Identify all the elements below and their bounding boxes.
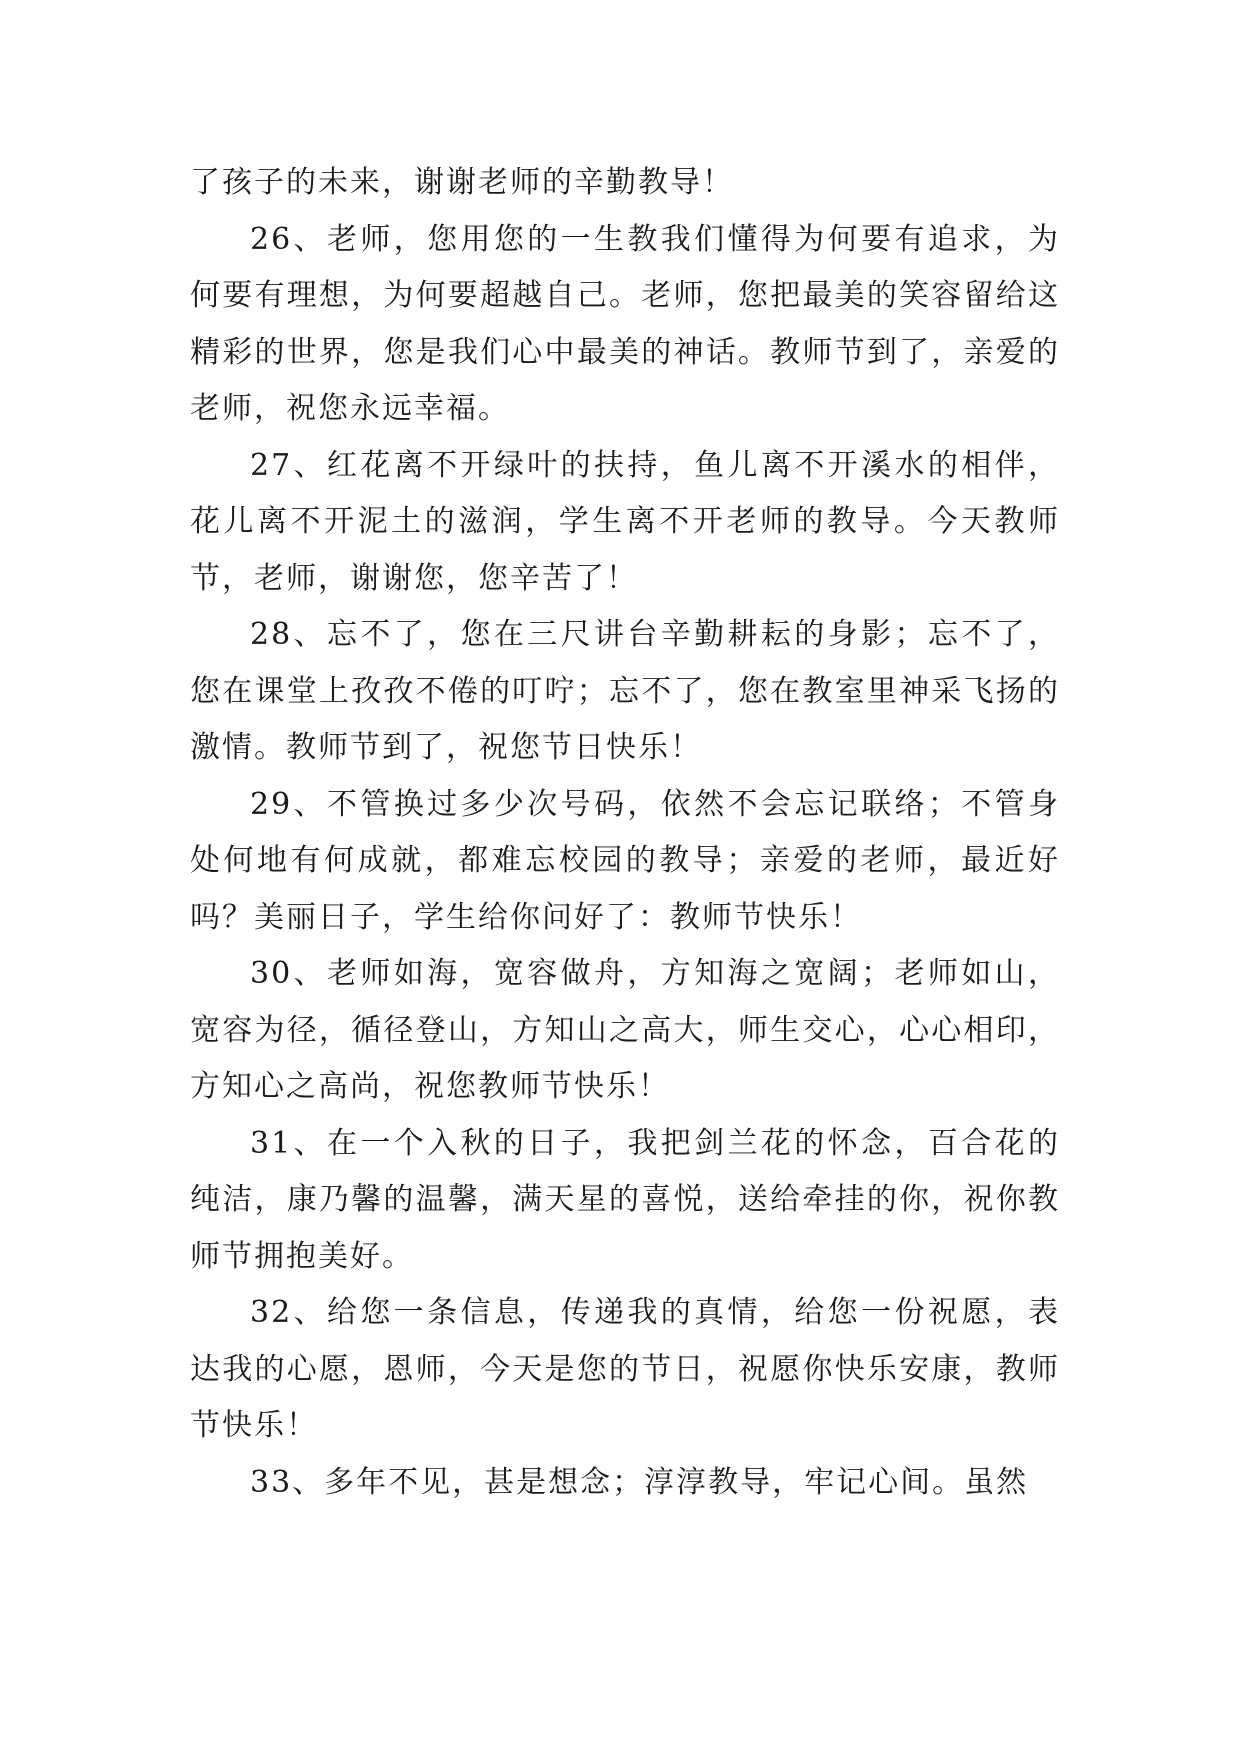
paragraph-31: 31、在一个入秋的日子，我把剑兰花的怀念，百合花的纯洁，康乃馨的温馨，满天星的喜悦，送给牵挂的你，祝你教师节拥抱美好。 <box>190 1125 1060 1274</box>
paragraph-26: 26、老师，您用您的一生教我们懂得为何要有追求，为何要有理想，为何要超越自己。老师，您把最美的笑容留给这精彩的世界，您是我们心中最美的神话。教师节到了，亲爱的老师，祝您永远幸福。 <box>190 221 1060 426</box>
paragraph-29: 29、不管换过多少次号码，依然不会忘记联络；不管身处何地有何成就，都难忘校园的教导；亲爱的老师，最近好吗？美丽日子，学生给你问好了：教师节快乐！ <box>190 786 1060 935</box>
paragraph-32: 32、给您一条信息，传递我的真情，给您一份祝愿，表达我的心愿，恩师，今天是您的节日，祝愿你快乐安康，教师节快乐！ <box>190 1295 1060 1443</box>
paragraph-30: 30、老师如海，宽容做舟，方知海之宽阔；老师如山，宽容为径，循径登山，方知山之高大，师生交心，心心相印，方知心之高尚，祝您教师节快乐！ <box>190 956 1060 1104</box>
paragraph-continuation: 了孩子的未来，谢谢老师的辛勤教导！ <box>190 165 734 200</box>
document-body <box>190 155 1060 1511</box>
paragraph-28: 28、忘不了，您在三尺讲台辛勤耕耘的身影；忘不了，您在课堂上孜孜不倦的叮咛；忘不了，您在教室里神采飞扬的激情。教师节到了，祝您节日快乐！ <box>190 617 1060 765</box>
paragraph-27: 27、红花离不开绿叶的扶持，鱼儿离不开溪水的相伴，花儿离不开泥土的滋润，学生离不开老师的教导。今天教师节，老师，谢谢您，您辛苦了！ <box>190 447 1060 596</box>
paragraph-33: 33、多年不见，甚是想念；淳淳教导，牢记心间。虽然 <box>250 1464 1029 1500</box>
